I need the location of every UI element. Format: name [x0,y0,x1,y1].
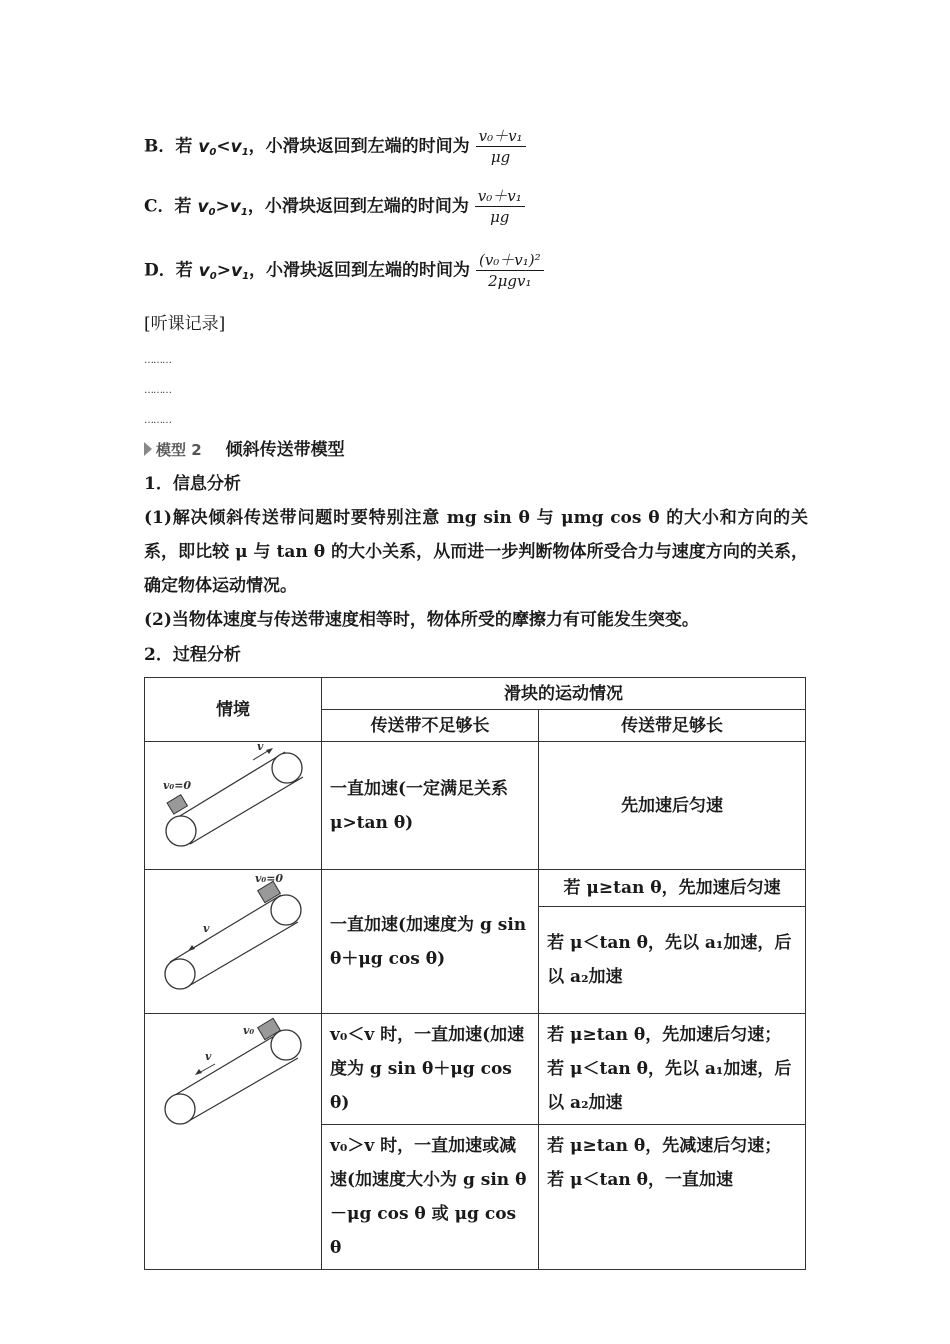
option-cond: > [215,196,230,217]
triangle-icon [144,442,152,456]
label-v0: v₀=0 [255,872,284,885]
note-line[interactable]: ……… [144,385,171,396]
var-v1: $v_1$ [230,260,250,282]
label-v: v [203,922,210,935]
option-cond: < [216,136,231,157]
option-cond: > [216,260,231,281]
row3-long-a: 若 μ≥tan θ，先加速后匀速；若 μ＜tan θ，先以 a₁加速，后以 a₂加速 [539,1014,806,1125]
option-prefix: 若 [175,136,193,157]
section2-heading: 2．过程分析 [144,645,241,665]
option-text: ，小滑块返回到左端的时间为 [248,136,470,157]
belt-diagram-icon [145,742,321,857]
fraction-numerator: (v₀＋v₁)² [476,252,544,271]
scene-diagram-2 [145,870,322,1014]
model-title: 倾斜传送带模型 [225,440,345,460]
var-v0: $v_0$ [197,196,216,218]
section1-paragraph2: (2)当物体速度与传送带速度相等时，物体所受的摩擦力有可能发生突变。 [144,610,699,630]
label-v0: v₀ [243,1024,255,1037]
var-v1: $v_1$ [230,136,249,158]
option-letter: C． [144,196,175,217]
option-c [144,188,525,226]
fraction [476,128,526,166]
belt-diagram-icon [145,870,321,1001]
fraction [475,188,525,226]
belt-diagram-icon [145,1014,321,1134]
row2-short: 一直加速(加速度为 g sin θ＋μg cos θ) [322,870,539,1014]
row2-long-b: 若 μ＜tan θ，先以 a₁加速，后以 a₂加速 [539,907,806,1014]
option-text: ，小滑块返回到左端的时间为 [247,196,469,217]
scene-diagram-3 [145,1014,322,1270]
note-line[interactable]: ……… [144,415,171,426]
section1-paragraph1: (1)解决倾斜传送带问题时要特别注意 mg sin θ 与 μmg cos θ 的大小和方向的关系，即比较 μ 与 tan θ 的大小关系，从而进一步判断物体所受合力与速度方向的关系，确定物体运动情况。 [144,508,808,596]
header-motion: 滑块的运动情况 [322,678,806,710]
option-b [144,128,526,166]
fraction-denominator: μg [490,208,510,226]
option-prefix: 若 [174,196,192,217]
header-scene: 情境 [145,678,322,742]
fraction-denominator: 2μgv₁ [488,272,532,290]
process-table [144,677,806,1270]
var-v0: $v_0$ [198,136,217,158]
label-v0: v₀=0 [163,779,192,792]
fraction [476,252,544,290]
notes-label: [听课记录] [144,314,226,334]
row2-long-a: 若 μ≥tan θ，先加速后匀速 [539,870,806,907]
option-text: ，小滑块返回到左端的时间为 [249,260,471,281]
var-v0: $v_0$ [198,260,217,282]
section1-heading: 1．信息分析 [144,474,241,494]
row3-short-b: v₀＞v 时，一直加速或减速(加速度大小为 g sin θ－μg cos θ 或 μg cos θ [322,1125,539,1270]
header-long-belt: 传送带足够长 [539,710,806,742]
option-letter: D． [144,260,176,281]
option-d [144,252,544,290]
row3-long-b: 若 μ≥tan θ，先减速后匀速；若 μ＜tan θ，一直加速 [539,1125,806,1270]
scene-diagram-1 [145,742,322,870]
fraction-denominator: μg [490,148,511,166]
fraction-numerator: v₀＋v₁ [476,128,526,147]
option-prefix: 若 [175,260,193,281]
header-short-belt: 传送带不足够长 [322,710,539,742]
row1-long: 先加速后匀速 [539,742,806,870]
label-v: v [205,1050,212,1063]
note-line[interactable]: ……… [144,355,171,366]
fraction-numerator: v₀＋v₁ [475,188,525,207]
row3-short-a: v₀＜v 时，一直加速(加速度为 g sin θ＋μg cos θ) [322,1014,539,1125]
model-heading [144,439,345,461]
row1-short: 一直加速(一定满足关系 μ>tan θ) [322,742,539,870]
option-letter: B． [144,136,176,157]
var-v1: $v_1$ [229,196,248,218]
label-v: v [257,742,264,753]
model-tag: 模型 2 [156,441,202,459]
